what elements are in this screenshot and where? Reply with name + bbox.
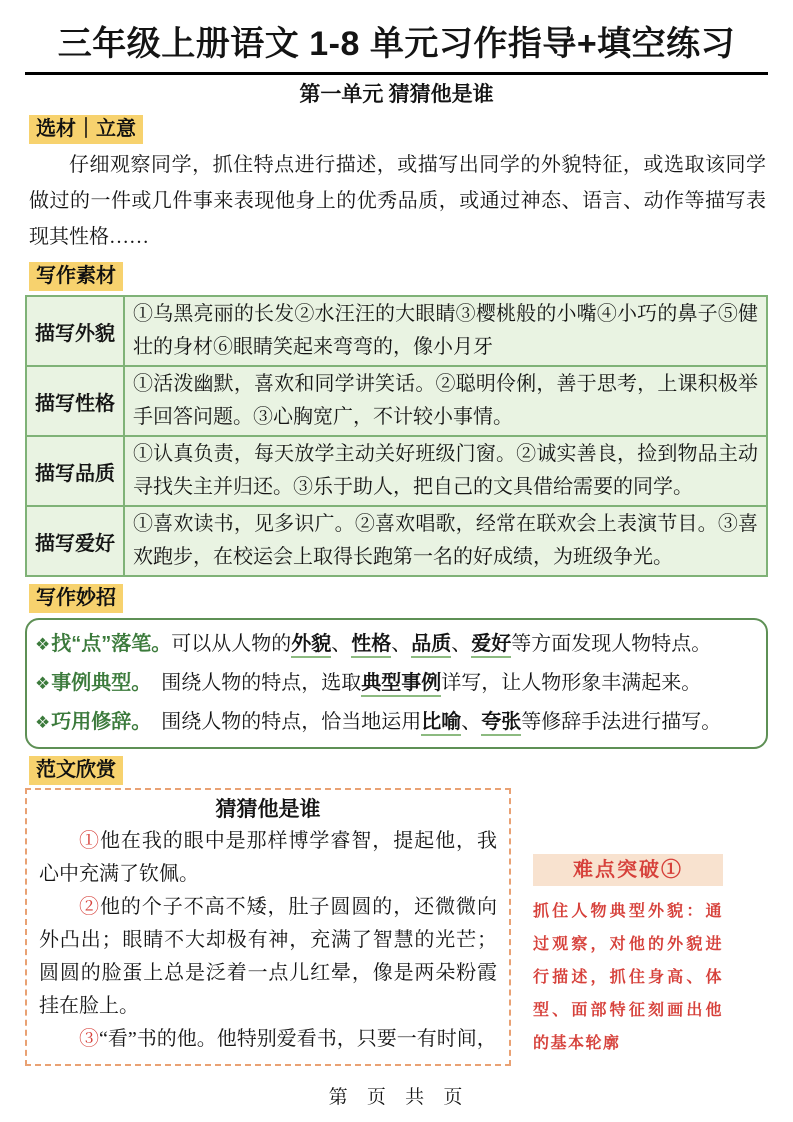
difficulty-panel-title: 难点突破① [533,854,723,886]
tip-keyword: 典型事例 [361,672,441,697]
diamond-bullet-icon: ❖ [35,635,51,654]
paragraph-number: ③ [79,1028,99,1050]
table-row [26,436,767,506]
table-row-label: 描写性格 [26,366,124,436]
tip-text: 详写，让人物形象丰满起来。 [441,672,702,694]
tip-keyword: 外貌 [291,633,331,658]
essay-box [25,788,511,1066]
section-label-selection: 选材｜立意 [29,115,143,144]
table-row-text: ①认真负责，每天放学主动关好班级门窗。②诚实善良，捡到物品主动寻找失主并归还。③乐于助人，把自己的文具借给需要的同学。 [124,436,767,506]
page-title: 三年级上册语文 1-8 单元习作指导+填空练习 [57,25,736,63]
tip-item [35,664,758,703]
table-row-text: ①乌黑亮丽的长发②水汪汪的大眼睛③樱桃般的小嘴④小巧的鼻子⑤健壮的身材⑥眼睛笑起来弯弯的，像小月牙 [124,296,767,366]
diamond-bullet-icon: ❖ [35,674,51,693]
paragraph-number: ② [79,896,100,918]
tip-lead: 巧用修辞。 [51,711,142,733]
tip-text: 围绕人物的特点，选取 [141,672,362,694]
paragraph-number: ① [79,830,100,852]
table-row [26,366,767,436]
section-label-sample: 范文欣赏 [29,756,123,785]
essay-paragraphs [39,825,497,1056]
tip-text: 围绕人物的特点，恰当地运用 [141,711,422,733]
tips-box [25,618,768,749]
table-row [26,506,767,576]
table-row [26,296,767,366]
tip-item [35,703,758,742]
tip-keyword: 比喻 [421,711,461,736]
tip-text: 、 [451,633,472,655]
difficulty-panel [533,854,723,1060]
tip-text: 可以从人物的 [171,633,292,655]
essay-paragraph: ①他在我的眼中是那样博学睿智，提起他，我心中充满了钦佩。 [39,830,498,885]
tip-keyword: 性格 [351,633,391,658]
difficulty-panel-body: 抓住人物典型外貌：通过观察，对他的外貌进行描述，抓住身高、体型、面部特征刻画出他的基本轮廓 [533,903,723,1052]
tip-text: 等方面发现人物特点。 [511,633,712,655]
table-row-text: ①喜欢读书，见多识广。②喜欢唱歌，经常在联欢会上表演节目。③喜欢跑步，在校运会上取得长跑第一名的好成绩，为班级争光。 [124,506,767,576]
selection-paragraph: 仔细观察同学，抓住特点进行描述，或描写出同学的外貌特征，或选取该同学做过的一件或几件事来表现他身上的优秀品质，或通过神态、语言、动作等描写表现其性格…… [29,154,766,248]
tip-text: 等修辞手法进行描写。 [521,711,722,733]
section-label-tips: 写作妙招 [29,584,123,613]
section-label-materials: 写作素材 [29,262,123,291]
essay-title: 猜猜他是谁 [215,797,321,821]
tip-lead: 找“点”落笔。 [51,633,172,655]
title-divider [25,72,768,75]
essay-paragraph: ③“看”书的他。他特别爱看书，只要一有时间， [79,1028,497,1050]
table-row-label: 描写爱好 [26,506,124,576]
unit-subtitle: 第一单元 猜猜他是谁 [299,82,494,106]
tip-keyword: 品质 [411,633,451,658]
table-row-text: ①活泼幽默，喜欢和同学讲笑话。②聪明伶俐，善于思考，上课积极举手回答问题。③心胸宽广，不计较小事情。 [124,366,767,436]
table-row-label: 描写外貌 [26,296,124,366]
materials-table-body [26,296,767,576]
tips-list [35,625,758,742]
tip-text: 、 [391,633,412,655]
essay-paragraph: ②他的个子不高不矮，肚子圆圆的，还微微向外凸出；眼睛不大却极有神，充满了智慧的光芒；圆圆的脸蛋上总是泛着一点儿红晕，像是两朵粉霞挂在脸上。 [39,896,498,1017]
tip-lead: 事例典型。 [51,672,142,694]
sample-essay-row [25,788,768,1066]
diamond-bullet-icon: ❖ [35,713,51,732]
tip-keyword: 爱好 [471,633,511,658]
materials-table [25,295,768,577]
table-row-label: 描写品质 [26,436,124,506]
tip-text: 、 [461,711,482,733]
tip-text: 、 [331,633,352,655]
tip-item [35,625,758,664]
page-footer: 第 页 共 页 [328,1087,465,1108]
tip-keyword: 夸张 [481,711,521,736]
